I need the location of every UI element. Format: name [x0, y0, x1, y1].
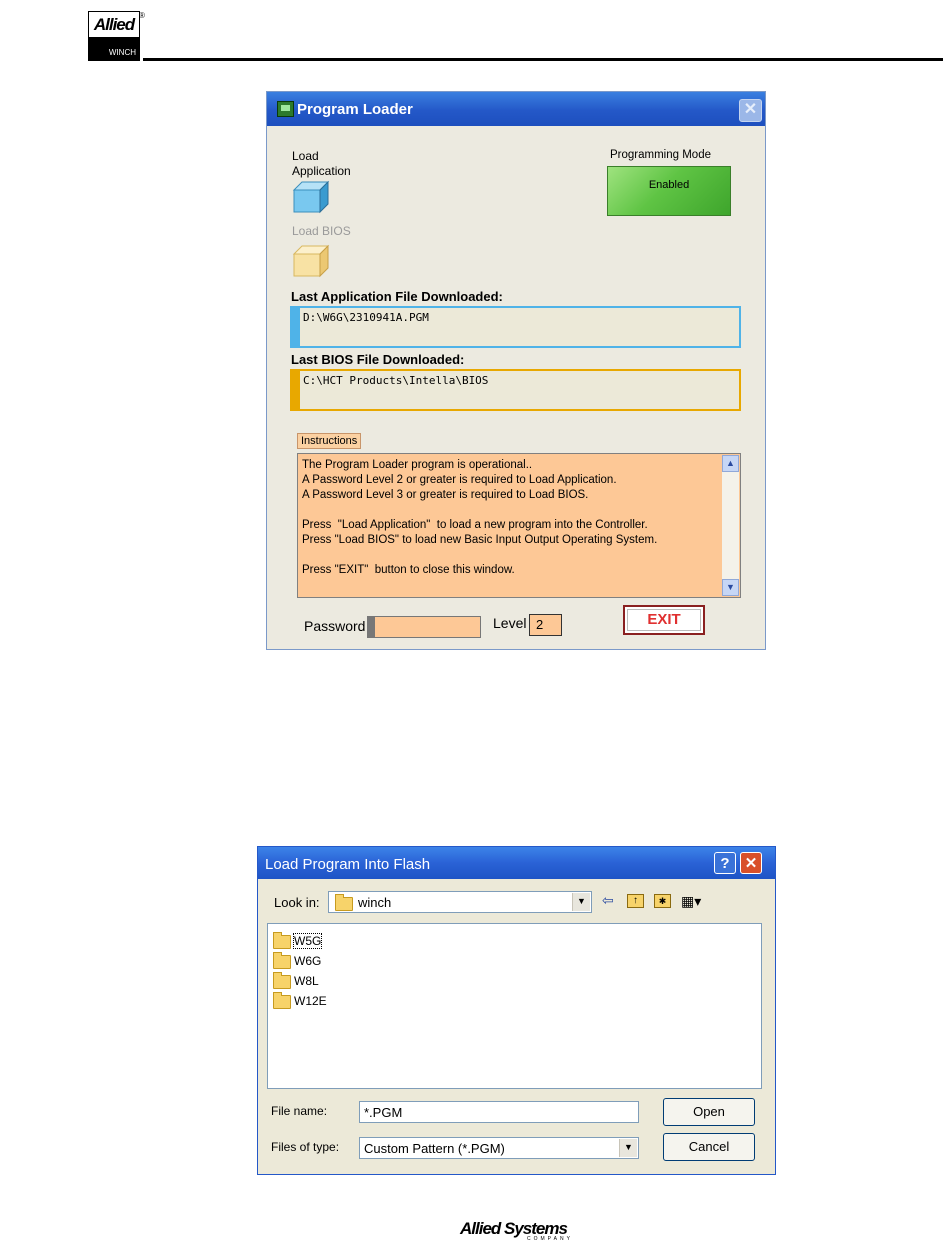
folder-icon — [273, 935, 291, 949]
level-value: 2 — [529, 614, 562, 636]
instruction-line — [302, 548, 716, 563]
password-color-bar — [368, 617, 375, 637]
instruction-line: The Program Loader program is operational.. — [302, 459, 533, 471]
last-bios-value: C:\HCT Products\Intella\BIOS — [303, 374, 489, 387]
last-application-label: Last Application File Downloaded: — [291, 289, 503, 304]
folder-item[interactable] — [273, 991, 327, 1011]
close-icon[interactable]: ✕ — [740, 852, 762, 874]
last-application-value: D:\W6G\2310941A.PGM — [303, 311, 429, 324]
instructions-box[interactable] — [297, 453, 741, 598]
files-of-type-label: Files of type: — [271, 1140, 340, 1154]
password-label: Password — [304, 618, 366, 634]
password-input[interactable] — [367, 616, 481, 638]
file-name-value: *.PGM — [364, 1105, 403, 1120]
load-application-label: Load Application — [292, 149, 351, 178]
look-in-value: winch — [358, 895, 392, 910]
load-program-dialog — [257, 846, 776, 1175]
last-bios-label: Last BIOS File Downloaded: — [291, 352, 465, 367]
file-name-label: File name: — [271, 1104, 328, 1118]
folder-icon — [273, 995, 291, 1009]
chevron-down-icon[interactable]: ▼ — [619, 1139, 637, 1157]
file-list[interactable] — [267, 923, 762, 1089]
file-name-input[interactable] — [359, 1101, 639, 1123]
help-icon[interactable]: ? — [714, 852, 736, 874]
instruction-line: Press "EXIT" button to close this window. — [302, 564, 515, 576]
instructions-scrollbar[interactable] — [722, 455, 739, 596]
folder-item[interactable] — [273, 971, 327, 991]
up-folder-icon[interactable]: ↑ — [627, 894, 644, 908]
allied-systems-logo: Allied Systems — [460, 1219, 567, 1238]
level-label: Level — [493, 615, 527, 631]
new-folder-icon[interactable]: ✱ — [654, 894, 671, 908]
instructions-tab[interactable]: Instructions — [297, 433, 361, 449]
folder-name: W8L — [294, 974, 319, 988]
instruction-line: A Password Level 2 or greater is required to Load Application. — [302, 474, 617, 486]
view-menu-icon[interactable]: ▦▾ — [681, 893, 702, 909]
load-application-button[interactable] — [292, 180, 330, 214]
scroll-down-icon[interactable]: ▼ — [722, 579, 739, 596]
exit-label: EXIT — [627, 609, 701, 631]
load-dialog-titlebar[interactable] — [258, 847, 775, 879]
instruction-line: A Password Level 3 or greater is required to Load BIOS. — [302, 489, 589, 501]
folder-item[interactable] — [273, 951, 327, 971]
program-loader-window — [266, 91, 766, 650]
scroll-up-icon[interactable]: ▲ — [722, 455, 739, 472]
registered-mark: ® — [139, 11, 145, 20]
programming-mode-indicator: Enabled — [607, 166, 731, 216]
exit-button[interactable] — [623, 605, 705, 635]
programming-mode-label: Programming Mode — [610, 149, 711, 161]
program-loader-titlebar[interactable] — [267, 92, 765, 126]
last-application-field — [290, 306, 741, 348]
look-in-combo[interactable] — [328, 891, 592, 913]
header-rule — [143, 58, 943, 61]
files-of-type-value: Custom Pattern (*.PGM) — [364, 1141, 505, 1156]
folder-name: W5G — [294, 934, 322, 948]
bios-color-bar — [292, 371, 300, 409]
folder-icon — [273, 955, 291, 969]
instruction-line — [302, 503, 716, 518]
folder-icon — [273, 975, 291, 989]
look-in-label: Look in: — [274, 895, 320, 910]
folder-name: W12E — [294, 994, 327, 1008]
last-bios-field — [290, 369, 741, 411]
dialog-title: Load Program Into Flash — [265, 856, 431, 873]
logo-winch-text: WINCH — [89, 37, 139, 60]
chevron-down-icon[interactable]: ▼ — [572, 893, 590, 911]
app-icon — [277, 101, 294, 117]
instructions-text — [302, 458, 716, 578]
window-title: Program Loader — [297, 101, 413, 118]
footer-company-text: COMPANY — [527, 1236, 573, 1242]
folder-list — [273, 931, 327, 1011]
instruction-line: Press "Load BIOS" to load new Basic Input Output Operating System. — [302, 534, 658, 546]
app-color-bar — [292, 308, 300, 346]
folder-item[interactable] — [273, 931, 327, 951]
cancel-button[interactable]: Cancel — [663, 1133, 755, 1161]
open-button[interactable]: Open — [663, 1098, 755, 1126]
instruction-line: Press "Load Application" to load a new program into the Controller. — [302, 519, 648, 531]
folder-icon — [335, 895, 356, 911]
folder-name: W6G — [294, 954, 322, 968]
load-bios-label: Load BIOS — [292, 224, 351, 238]
files-of-type-combo[interactable] — [359, 1137, 639, 1159]
load-bios-button[interactable] — [292, 244, 330, 278]
close-icon[interactable]: ✕ — [739, 99, 762, 122]
back-icon[interactable]: ⇦ — [602, 892, 614, 908]
allied-winch-logo — [88, 11, 140, 61]
logo-allied-text: Allied — [93, 14, 135, 34]
